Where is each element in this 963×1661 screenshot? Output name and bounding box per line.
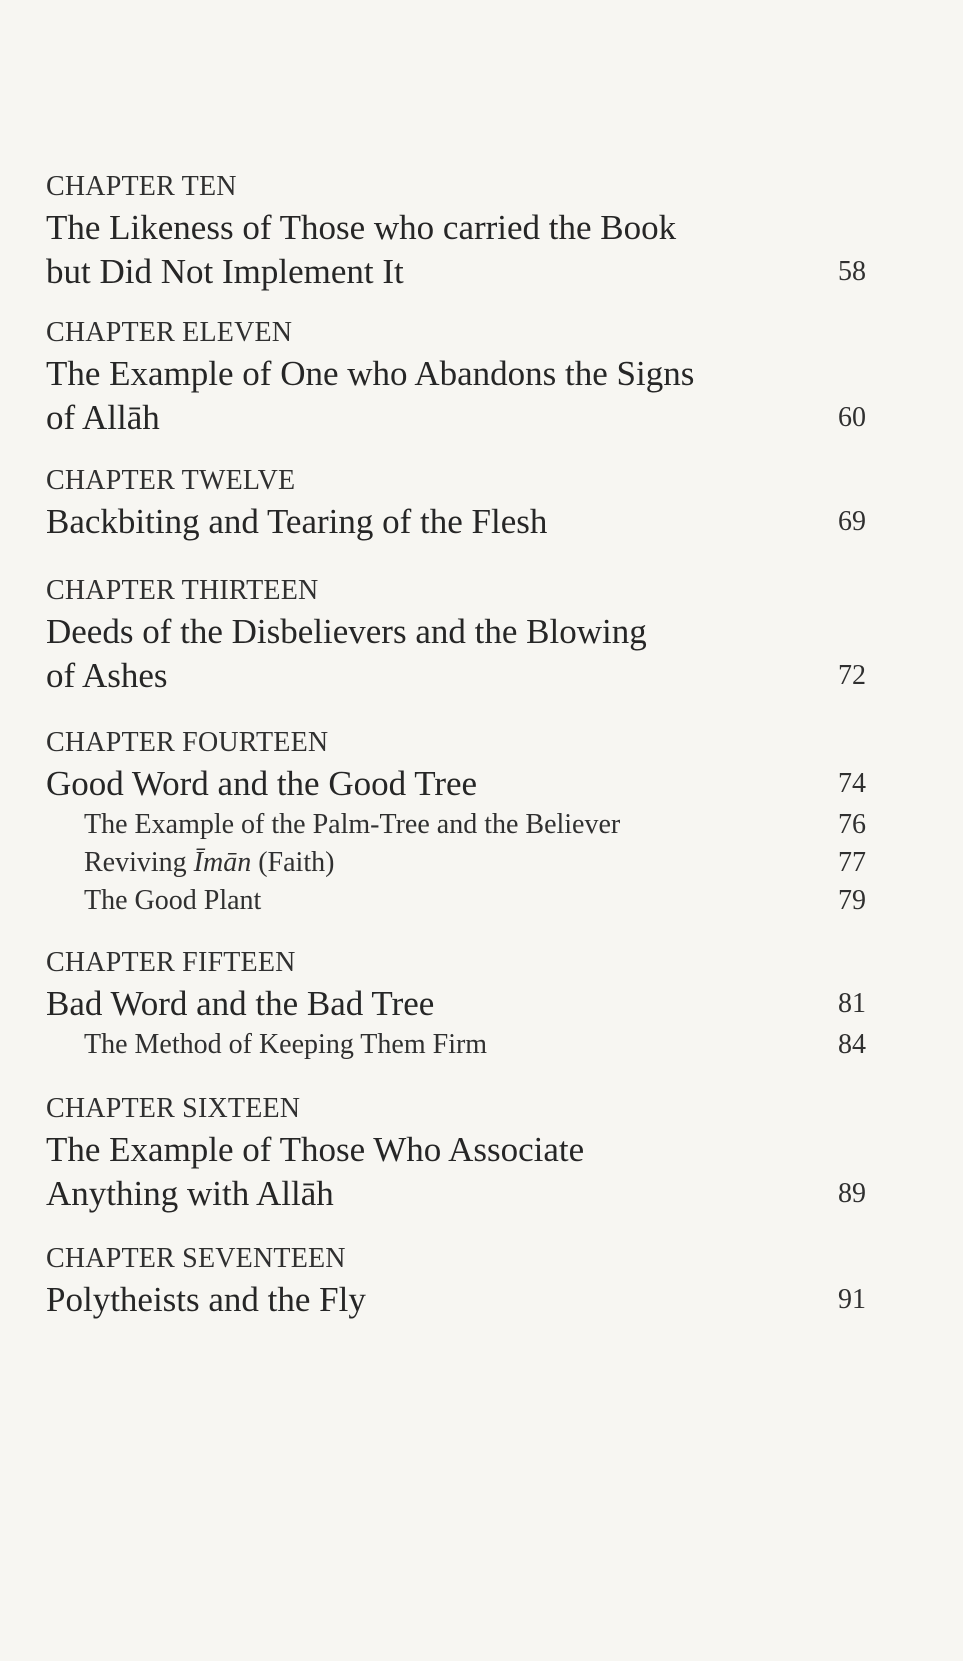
page-number: 69: [838, 506, 866, 537]
page-number: 84: [838, 1029, 866, 1060]
chapter-title-line: of Allāh: [46, 398, 160, 437]
toc-subsection: [46, 1026, 866, 1064]
chapter-title: [46, 500, 866, 544]
chapter-label: CHAPTER TWELVE: [46, 465, 296, 496]
page-number: 77: [838, 847, 866, 878]
chapter-title-line: Backbiting and Tearing of the Flesh: [46, 502, 548, 541]
page-number: 79: [838, 885, 866, 916]
chapter-label: CHAPTER TEN: [46, 171, 237, 202]
page-number: 81: [838, 988, 866, 1019]
chapter-title: [46, 1128, 866, 1216]
chapter-label: CHAPTER FOURTEEN: [46, 727, 329, 758]
chapter-title-line: of Ashes: [46, 656, 168, 695]
page-number: 76: [838, 809, 866, 840]
chapter-title-line: The Likeness of Those who carried the Book: [46, 208, 677, 247]
toc-subsection: [46, 882, 866, 920]
toc-chapter-eleven: [46, 314, 866, 440]
chapter-title-line: Bad Word and the Bad Tree: [46, 984, 435, 1023]
chapter-title: [46, 982, 866, 1026]
chapter-title-line: The Example of One who Abandons the Signs: [46, 354, 695, 393]
chapter-title: [46, 762, 866, 806]
subsection-title-italic: Īmān: [193, 847, 252, 878]
chapter-title-line: but Did Not Implement It: [46, 252, 404, 291]
chapter-title-line: Polytheists and the Fly: [46, 1280, 366, 1319]
chapter-title-line: Deeds of the Disbelievers and the Blowing: [46, 612, 647, 651]
chapter-title-line: Anything with Allāh: [46, 1174, 334, 1213]
toc-chapter-ten: [46, 168, 866, 294]
page-number: 74: [838, 768, 866, 799]
toc-chapter-seventeen: [46, 1240, 866, 1322]
page-number: 89: [838, 1178, 866, 1209]
chapter-label: CHAPTER SEVENTEEN: [46, 1243, 346, 1274]
page-number: 60: [838, 402, 866, 433]
chapter-title: [46, 610, 866, 698]
chapter-title: [46, 206, 866, 294]
chapter-title-line: Good Word and the Good Tree: [46, 764, 478, 803]
toc-chapter-fourteen: [46, 724, 866, 920]
page-number: 58: [838, 256, 866, 287]
toc-chapter-twelve: [46, 462, 866, 544]
chapter-title-line: The Example of Those Who Associate: [46, 1130, 585, 1169]
toc-subsection: [46, 806, 866, 844]
subsection-title: The Good Plant: [84, 885, 262, 916]
toc-subsection: [46, 844, 866, 882]
subsection-title: The Method of Keeping Them Firm: [84, 1029, 488, 1060]
subsection-title-suffix: (Faith): [251, 847, 335, 878]
toc-chapter-sixteen: [46, 1090, 866, 1216]
toc-chapter-thirteen: [46, 572, 866, 698]
page-number: 91: [838, 1284, 866, 1315]
chapter-label: CHAPTER SIXTEEN: [46, 1093, 301, 1124]
chapter-label: CHAPTER THIRTEEN: [46, 575, 319, 606]
chapter-label: CHAPTER FIFTEEN: [46, 947, 296, 978]
page-number: 72: [838, 660, 866, 691]
chapter-title: [46, 352, 866, 440]
toc-chapter-fifteen: [46, 944, 866, 1064]
subsection-title-prefix: Reviving: [84, 847, 194, 878]
chapter-label: CHAPTER ELEVEN: [46, 317, 293, 348]
subsection-title: The Example of the Palm-Tree and the Believer: [84, 809, 621, 840]
table-of-contents: [46, 168, 866, 1322]
chapter-title: [46, 1278, 866, 1322]
